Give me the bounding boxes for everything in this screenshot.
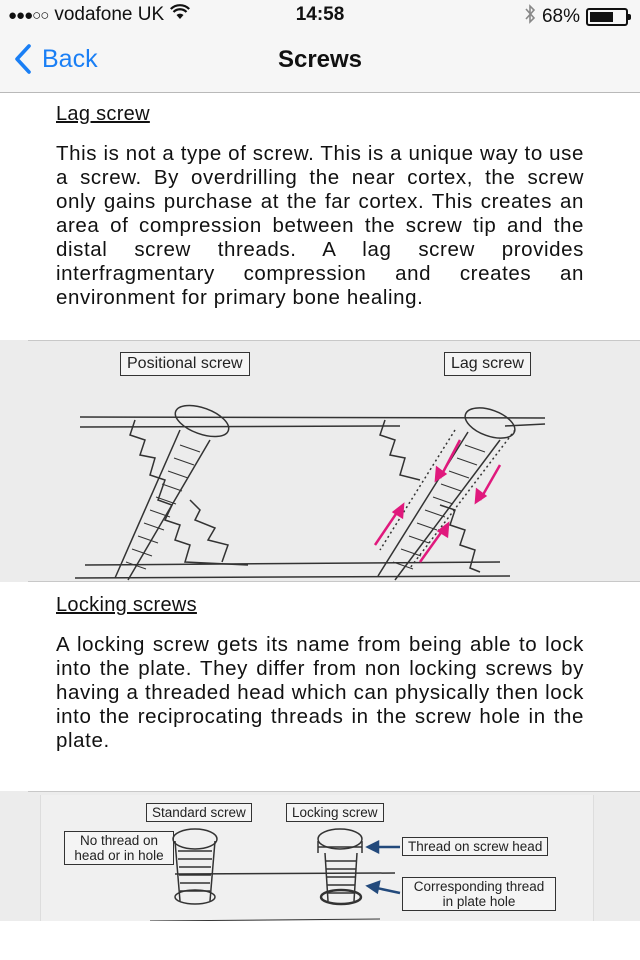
screw-illustration: [0, 340, 640, 582]
label-corresponding-thread: Corresponding thread in plate hole: [402, 877, 556, 911]
label-standard-screw: Standard screw: [146, 803, 252, 822]
label-thread-on-head: Thread on screw head: [402, 837, 548, 856]
section-body: A locking screw gets its name from being able to lock into the plate. They differ from non locking screws by having a threaded head which can physically then lock into the reciprocating threads in the screw hole in the plate.: [56, 633, 584, 752]
locking-screw-illustration: [0, 791, 640, 921]
clock: 14:58: [295, 4, 345, 25]
bluetooth-icon: [524, 4, 536, 30]
carrier-name: vodafone UK: [54, 4, 165, 25]
label-lag-screw: Lag screw: [444, 352, 531, 376]
divider: [28, 581, 640, 582]
page-title: Screws: [277, 46, 363, 73]
battery-icon: [586, 8, 628, 26]
status-bar: [0, 0, 640, 30]
locking-screw-diagram: [0, 791, 640, 921]
navigation-bar: [0, 30, 640, 93]
signal-strength: ●●●○○: [8, 6, 49, 24]
content-scroll[interactable]: [0, 94, 640, 921]
status-right: [524, 4, 628, 30]
lag-screw-diagram: [0, 340, 640, 582]
section-body: This is not a type of screw. This is a unique way to use a screw. By overdrilling the near cortex, the screw only gains purchase at the far cortex. This creates an area of compression between the screw tip and the distal screw threads. A lag screw provides interfragmentary compression and creates an environment for primary bone healing.: [56, 142, 584, 309]
section-locking-screws: [0, 582, 640, 753]
section-lag-screw: [0, 94, 640, 310]
label-no-thread: No thread on head or in hole: [64, 831, 174, 865]
battery-percent: 68%: [541, 6, 580, 27]
section-heading: Locking screws: [56, 594, 197, 616]
label-positional-screw: Positional screw: [120, 352, 250, 376]
section-heading: Lag screw: [56, 103, 150, 125]
back-label: Back: [42, 44, 98, 73]
label-locking-screw: Locking screw: [286, 803, 384, 822]
